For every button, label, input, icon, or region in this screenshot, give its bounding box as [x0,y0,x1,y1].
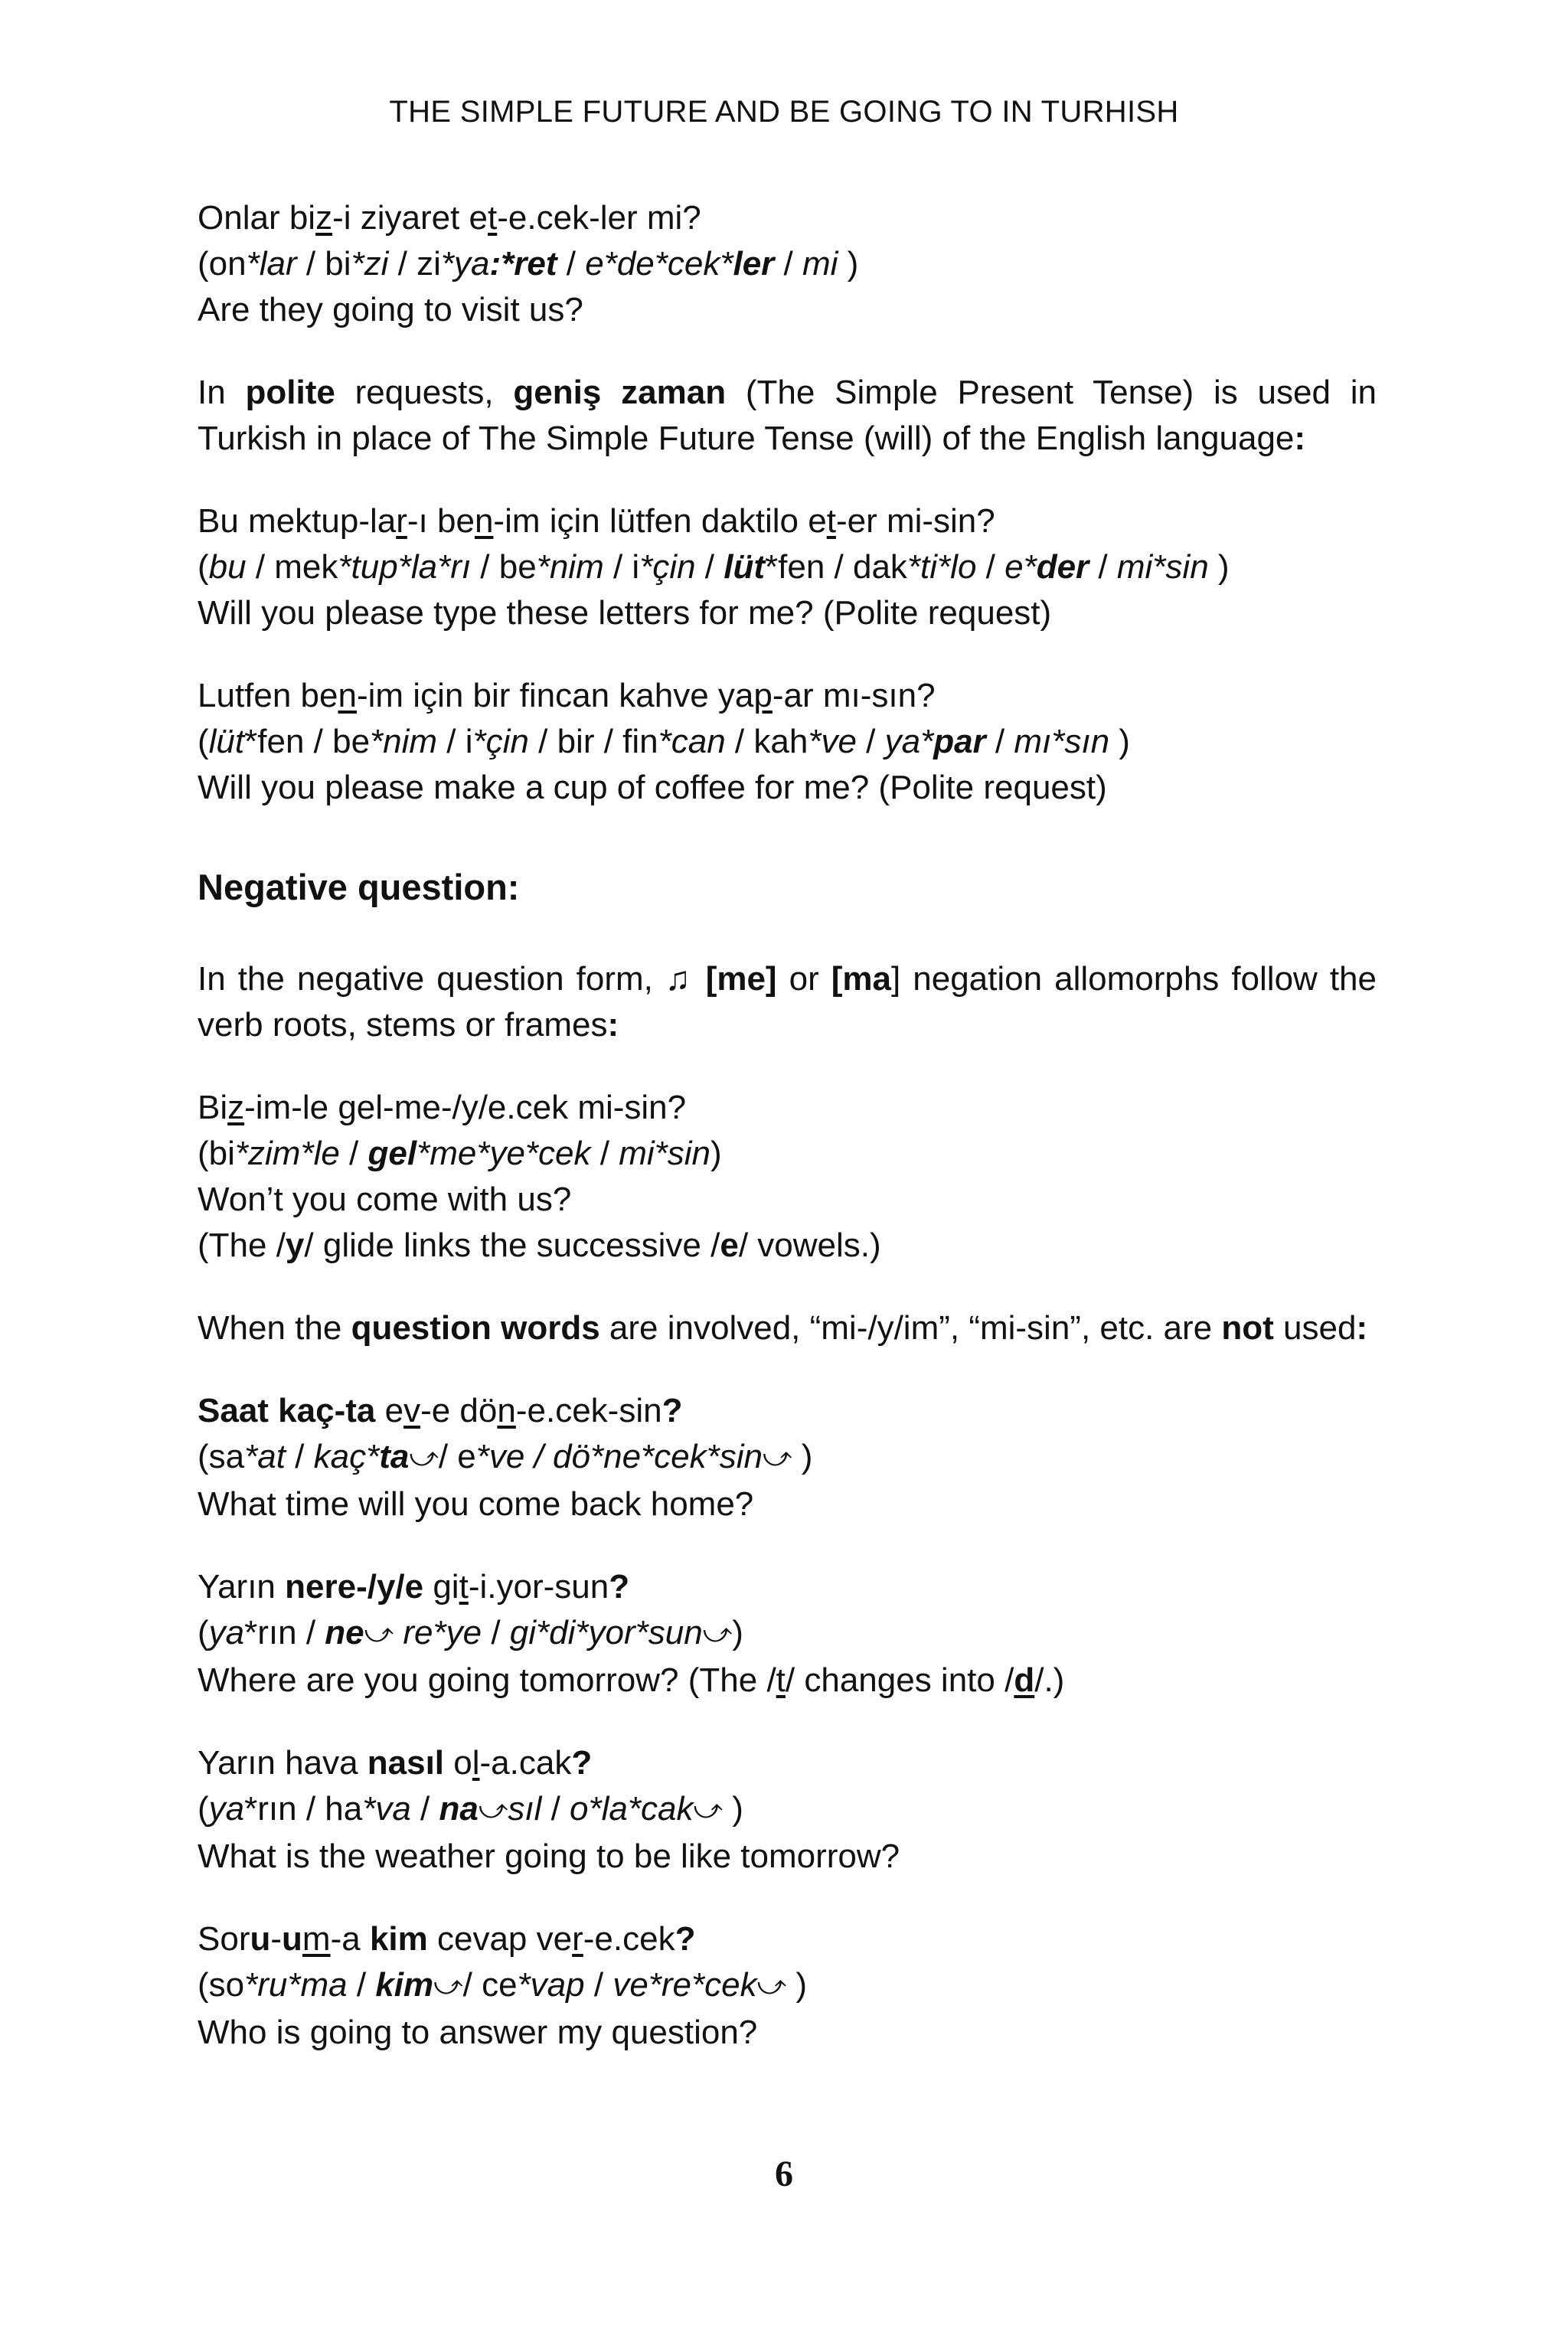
turkish-sentence: Onlar biz-i ziyaret et-e.cek-ler mi? [198,199,701,237]
english-translation: Who is going to answer my question? [198,2014,758,2051]
turkish-sentence: Lutfen ben-im için bir fincan kahve yap-ar mı-sın? [198,677,936,714]
intonation-icon: ⤻ [409,1441,439,1472]
intonation-icon: ⤻ [693,1793,723,1824]
pronunciation-line: (lüt*fen / be*nim / i*çin / bir / fin*can / kah*ve / ya*par / mı*sın ) [198,723,1130,760]
example-block [198,1916,1377,2056]
english-translation: Will you please make a cup of coffee for me? (Polite request) [198,769,1107,806]
note-line: (The /y/ glide links the successive /e/ vowels.) [198,1227,881,1264]
intonation-icon: ⤻ [702,1617,733,1648]
intonation-icon: ⤻ [763,1441,792,1472]
english-translation: Will you please type these letters for me? (Polite request) [198,594,1052,632]
section-heading: Negative question: [198,867,520,907]
example-block [198,1740,1377,1880]
turkish-sentence: Yarın hava nasıl ol-a.cak? [198,1744,593,1782]
explanation-paragraph: When the question words are involved, “mi-/y/im”, “mi-sin”, etc. are not used: [198,1309,1368,1347]
pronunciation-line: (sa*at / kaç*ta⤻/ e*ve / dö*ne*cek*sin⤻ ) [198,1434,1377,1481]
pronunciation-line: (so*ru*ma / kim⤻/ ce*vap / ve*re*cek⤻ ) [198,1962,1377,2010]
example-block [198,1085,1377,1269]
english-translation: Won’t you come with us? [198,1181,572,1218]
intonation-icon: ⤻ [756,1969,787,2001]
english-translation: What time will you come back home? [198,1485,754,1523]
explanation-paragraph: In the negative question form, ♫ [me] or [ma] negation allomorphs follow the verb roots, stems or frames: [198,960,1377,1044]
pronunciation-line: (bi*zim*le / gel*me*ye*cek / mi*sin) [198,1135,722,1172]
example-block [198,195,1377,333]
pronunciation-line: (bu / mek*tup*la*rı / be*nim / i*çin / lüt*fen / dak*ti*lo / e*der / mi*sin ) [198,548,1230,586]
example-block [198,498,1377,636]
explanation-paragraph: In polite requests, geniş zaman (The Simple Present Tense) is used in Turkish in place of The Simple Future Tense (will) of the English language: [198,374,1377,457]
example-block [198,1564,1377,1704]
turkish-sentence: Saat kaç-ta ev-e dön-e.cek-sin? [198,1392,683,1429]
english-translation: Are they going to visit us? [198,291,583,328]
pronunciation-line: (on*lar / bi*zi / zi*ya:*ret / e*de*cek*ler / mi ) [198,245,859,283]
intonation-icon: ⤻ [433,1969,463,2001]
intonation-icon: ⤻ [364,1617,394,1648]
english-translation: What is the weather going to be like tomorrow? [198,1838,900,1875]
turkish-sentence: Soru-um-a kim cevap ver-e.cek? [198,1920,696,1958]
pronunciation-line: (ya*rın / ne⤻ re*ye / gi*di*yor*sun⤻) [198,1610,1377,1658]
example-block [198,1388,1377,1527]
page-number: 6 [775,2154,793,2194]
example-block [198,673,1377,811]
turkish-sentence: Bu mektup-lar-ı ben-im için lütfen daktilo et-er mi-sin? [198,502,995,540]
pronunciation-line: (ya*rın / ha*va / na⤻sıl / o*la*cak⤻ ) [198,1786,1377,1834]
english-translation: Where are you going tomorrow? (The /t/ changes into /d/.) [198,1661,1065,1699]
page-body [198,195,1377,2092]
running-header: THE SIMPLE FUTURE AND BE GOING TO IN TURHISH [389,95,1179,129]
turkish-sentence: Biz-im-le gel-me-/y/e.cek mi-sin? [198,1089,687,1126]
turkish-sentence: Yarın nere-/y/e git-i.yor-sun? [198,1568,630,1606]
intonation-icon: ⤻ [478,1793,508,1824]
